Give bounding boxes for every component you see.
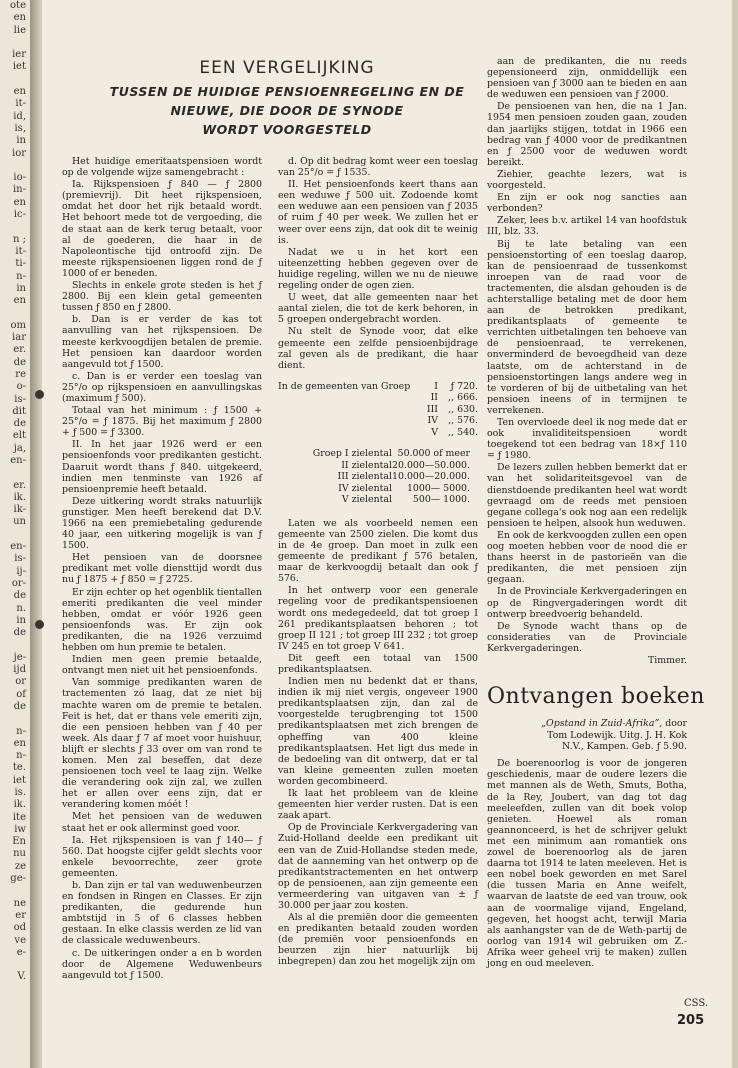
paragraph: U weet, dat alle gemeenten naar het aantal zielen, die tot de kerk behoren, in 5 groepen ondergebracht worden.: [278, 292, 478, 326]
table-intro: In de gemeenten van Groep: [278, 380, 411, 392]
contribution-row: [278, 392, 478, 404]
prev-page-fragment: or-: [11, 577, 26, 589]
prev-page-fragment: lie: [13, 24, 26, 36]
subtitle-line: WORDT VOORGESTELD: [202, 122, 372, 137]
prev-page-fragment: [0, 529, 30, 541]
book-info: N.V., Kampen. Geb. ƒ 5.90.: [562, 741, 687, 753]
prev-page-fragment: ik.: [13, 491, 26, 503]
book-review: [487, 718, 687, 970]
prev-page-fragment: en-: [10, 541, 26, 553]
prev-page-fragment: de: [13, 627, 26, 639]
paragraph: Ten overvloede deel ik nog mede dat er ook invaliditeitspensioen wordt toegekend tot een bedrag van 18×ƒ 110 = ƒ 1980.: [487, 417, 687, 462]
prev-page-fragment: iet: [12, 61, 26, 73]
prev-page-fragment: id,: [13, 110, 26, 122]
prev-page-fragment: n.: [16, 602, 26, 614]
zielental-row: [302, 460, 478, 472]
group-label: III: [426, 403, 438, 415]
prev-page-fragment: en: [13, 12, 26, 24]
prev-page-fragment: ja,: [13, 442, 26, 454]
paragraph: II. In het jaar 1926 werd er een pensioenfonds voor predikanten gesticht. Daaruit wordt thans ƒ 840. uitgekeerd, indien men tenminste van 1926 af pensioenpremie heeft betaald.: [62, 439, 262, 495]
paragraph: Van sommige predikanten waren de tractementen zó laag, dat ze niet bij machte waren om de premie te betalen. Feit is het, dat er thans vele emeriti zijn, die een pensioen hebben van ƒ 40 per week. Als daar ƒ 7 af moet voor huishuur, blijft er slechts ƒ 33 over om van rond te komen. Men zal beseffen, dat deze pensioenen toch veel te laag zijn. Welke die verandering ook zijn zal, we zullen het er allen over eens zijn, dat er verandering komen móét !: [62, 677, 262, 811]
prev-page-fragment: re: [15, 368, 26, 380]
zielental-row: [302, 494, 478, 506]
prev-page-fragment: ior: [12, 147, 26, 159]
prev-page-fragment: En: [12, 836, 26, 848]
prev-page-fragment: ti-: [15, 258, 26, 270]
paragraph: De pensioenen van hen, die na 1 Jan. 1954 men pensioen zouden gaan, zouden dan jaarlijks stijgen, totdat in 1966 een bedrag van ƒ 4000 voor de predikantnen en ƒ 2500 voor de weduwen wordt bereikt.: [487, 101, 687, 168]
paragraph: Deze uitkering wordt straks natuurlijk gunstiger. Men heeft berekend dat D.V. 1966 na een premiebetaling gedurende 40 jaar, een uitkering mogelijk is van ƒ 1500.: [62, 495, 262, 552]
group-amount: ƒ 720.: [450, 380, 478, 392]
book-gutter: [30, 0, 42, 1068]
paragraph: Totaal van het minimum : ƒ 1500 + 25°/o = ƒ 1875. Bij het maximum ƒ 2800 + ƒ 500 = ƒ 3300.: [62, 405, 262, 439]
prev-page-fragment: or: [15, 676, 26, 688]
group-label: V: [431, 426, 438, 438]
paragraph: Met het pensioen van de weduwen staat het er ook allerminst goed voor.: [62, 811, 262, 834]
paragraph: Ia. Het rijkspensioen is van ƒ 140— ƒ 560. Dat hoogste cijfer geldt slechts voor enkele bevoorrechte, zeer grote gemeenten.: [62, 834, 262, 879]
paragraph: Ia. Rijkspensioen ƒ 840 — ƒ 2800 (premievrij). Dit heet rijkspensioen, omdat het door het rijk betaald wordt. Het behoort mede tot de vergoeding, die de staat aan de kerk terug betaalt, voor al de goederen, die haar in de Napoleontische tijd ontroofd zijn. De meeste rijkspensioenen liggen rond de ƒ 1000 of er beneden.: [62, 179, 262, 279]
prev-page-fragment: it-: [15, 245, 26, 257]
prev-page-fragment: [0, 74, 30, 86]
paragraph: Zeker, lees b.v. artikel 14 van hoofdstuk III, blz. 33.: [487, 215, 687, 238]
book-by: door: [665, 718, 687, 729]
binding-hole: [35, 390, 44, 399]
prev-page-fragment: te.: [12, 762, 26, 774]
prev-page-fragment: o-: [16, 381, 26, 393]
paragraph: c. Dan is er verder een toeslag van 25°/o op rijkspensioen en aanvullingskas (maximum ƒ 500).: [62, 370, 262, 404]
book-info: Tom Lodewijk. Uitg. J. H. Kok: [547, 730, 687, 742]
prev-page-fragment: iar: [12, 332, 26, 344]
paragraph: In het ontwerp voor een generale regeling voor de predikantspensioenen wordt ons medegedeeld, dat tot groep I 261 predikantsplaatsen behoren ; tot groep II 121 ; tot groep III 232 ; tot groep IV 245 en tot groep V 641.: [278, 585, 478, 652]
prev-page-fragment: e-: [16, 946, 26, 958]
paragraph: Het pensioen van de doorsnee predikant met volle diensttijd wordt dus nu ƒ 1875 + ƒ 850 = ƒ 2725.: [62, 552, 262, 586]
prev-page-fragment: en: [13, 737, 26, 749]
subtitle-line: TUSSEN DE HUIDIGE PENSIOENREGELING EN DE: [109, 84, 465, 99]
prev-page-fragment: ij-: [16, 565, 26, 577]
contribution-row: [278, 404, 478, 416]
prev-page-fragment: er.: [13, 479, 26, 491]
prev-page-fragment: elt: [12, 430, 26, 442]
paragraph: Ik laat het probleem van de kleine gemeenten hier verder rusten. Dat is een zaak apart.: [278, 788, 478, 822]
book-citation: [487, 718, 687, 729]
prev-page-fragment: [0, 639, 30, 651]
prev-page-fragment: od: [13, 922, 26, 934]
zielental-label: IV zielental: [338, 482, 392, 494]
column-2-bottom: [278, 518, 478, 968]
prev-page-fragment: V.: [17, 971, 26, 983]
zielental-range: 500— 1000.: [412, 494, 470, 506]
paragraph: Nu stelt de Synode voor, dat elke gemeente een zelfde pensioenbijdrage zal geven als de predikant, die haar dient.: [278, 326, 478, 371]
prev-page-fragment: in: [16, 282, 26, 294]
paragraph: b. Dan zijn er tal van weduwenbeurzen en fondsen in Ringen en Classes. Er zijn predikanten, die gedurende hun ambtstijd in 5 of 6 classes hebben gestaan. In elke classis werden ze lid van de classicale weduwenbeurs.: [62, 880, 262, 947]
zielental-range: 20.000—50.000.: [392, 459, 470, 471]
prev-page-fragment: iw: [14, 823, 26, 835]
paragraph: d. Op dit bedrag komt weer een toeslag van 25°/o = ƒ 1535.: [278, 156, 478, 179]
prev-page-fragment: n-: [16, 270, 26, 282]
prev-page-fragment: ijd: [13, 664, 26, 676]
prev-page-fragment: [0, 307, 30, 319]
binding-hole: [35, 620, 44, 629]
article-subtitle: [82, 82, 492, 139]
prev-page-fragment: ik-: [13, 504, 26, 516]
page: [42, 0, 732, 1068]
prev-page-fragment: de: [13, 356, 26, 368]
prev-page-fragment: iet: [12, 774, 26, 786]
zielental-label: III zielental: [337, 471, 392, 483]
prev-page-fragment: de: [13, 700, 26, 712]
zielental-range: 1000— 5000.: [406, 482, 470, 494]
prev-page-fragment: in: [16, 135, 26, 147]
zielental-range: 50.000 of meer: [397, 448, 470, 460]
prev-page-fragment: ier: [12, 49, 26, 61]
prev-page-fragment: om: [10, 319, 26, 331]
prev-page-fragment: is,: [14, 122, 26, 134]
prev-page-fragment: [0, 467, 30, 479]
paragraph: In de Provinciale Kerkvergaderingen en op de Ringvergaderingen wordt dit ontwerp breedvoerig behandeld.: [487, 586, 687, 620]
paragraph: Indien men geen premie betaalde, ontvangt men niet uit het pensioenfonds.: [62, 654, 262, 677]
zielental-label: II zielental: [341, 459, 392, 471]
paragraph: c. De uitkeringen onder a en b worden door de Algemene Weduwenbeurs aangevuld tot ƒ 1500.: [62, 947, 262, 981]
group-amount: ,, 576.: [448, 415, 478, 427]
paragraph: II. Het pensioenfonds keert thans aan een weduwe ƒ 500 uit. Zodoende komt een weduwe aan een pensioen van ƒ 2035 of ruim ƒ 40 per week. We zullen het er weer over eens zijn, dat ook dit te weinig is.: [278, 179, 478, 246]
paragraph: Nadat we u in het kort een uiteenzetting hebben gegeven over de huidige regeling, willen we nu de nieuwe regeling onder de ogen zien.: [278, 246, 478, 292]
group-label: I: [434, 380, 438, 392]
prev-page-fragment: it-: [15, 98, 26, 110]
group-label: II: [430, 392, 438, 404]
column-3-text: [487, 56, 687, 654]
zielental-row: [302, 448, 478, 460]
contribution-row: [278, 427, 478, 439]
prev-page-fragment: in: [16, 614, 26, 626]
prev-page-fragment: ze: [14, 860, 26, 872]
prev-page-fragment: is-: [14, 393, 26, 405]
prev-page-fragment: [0, 713, 30, 725]
prev-page-fragment: ik.: [13, 799, 26, 811]
paragraph: Ziehier, geachte lezers, wat is voorgesteld.: [487, 168, 687, 192]
paragraph: Op de Provinciale Kerkvergadering van Zuid-Holland deelde een predikant uit een van de Zuid-Hollandse steden mede, dat de aanneming van het ontwerp op de predikantstractementen en het ontwerp op de pensioenen, aan zijn gemeente een vermeerdering van uitgaven van ± ƒ 30.000 per jaar zou kosten.: [278, 822, 478, 911]
prev-page-fragment: de: [13, 418, 26, 430]
previous-page-edge: [0, 0, 31, 1068]
prev-page-fragment: en: [13, 196, 26, 208]
paragraph: Als al die premiën door die gemeenten en predikanten betaald zouden worden (de premiën voor pensioenfonds en beurzen zijn hier natuurlijk bij inbegrepen) dan zou het mogelijk zijn om: [278, 912, 478, 968]
prev-page-fragment: en: [13, 86, 26, 98]
prev-page-fragment: ne: [13, 897, 26, 909]
prev-page-fragment: of: [16, 688, 26, 700]
prev-page-fragment: is.: [14, 787, 26, 798]
prev-page-fragment: en-: [10, 454, 26, 466]
prev-page-fragment: dit: [12, 405, 26, 417]
contribution-row: [278, 381, 478, 393]
paragraph: aan de predikanten, die nu reeds gepensioneerd zijn, onmiddellijk een pensioen van ƒ 3000 aan te bieden en aan de weduwen een pensioen van ƒ 2000.: [487, 56, 687, 101]
article-title: EEN VERGELIJKING: [199, 58, 375, 78]
contribution-table: [278, 381, 478, 439]
review-text: De boerenoorlog is voor de jongeren geschiedenis, maar de oudere lezers die met mannen als de Weth, Smuts, Botha, de la Rey, Joubert, van dag tot dag meeleefden, zullen van dit boek volop genieten. Hoewel als roman geannonceerd, is het de schrijver gelukt met een minimum aan romantiek ons zowel de boerenoorlog als de jaren daarna tot 1914 te laten meeleven. Het is een nobel boek geworden en met Sarel (die tussen Maria en Anne weifelt, waarvan de laatste de eed van trouw, ook aan de voormalige vijand, Engeland, gegeven, het hoogst acht, terwijl Maria als aanhangster van de de Weth-partij de oorlog van 1914 wil gebruiken om Z.-Afrika weer geheel vrij te maken) zullen jong en oud meeleven.: [487, 758, 687, 969]
signature: Timmer.: [647, 654, 687, 666]
prev-page-fragment: io-: [13, 172, 26, 184]
zielental-row: [302, 471, 478, 483]
column-2-top: [278, 156, 478, 371]
prev-page-fragment: un: [13, 516, 26, 528]
prev-page-fragment: ve: [14, 934, 26, 946]
paragraph: Slechts in enkele grote steden is het ƒ 2800. Bij een klein getal gemeenten tussen ƒ 850 en ƒ 2800.: [62, 280, 262, 314]
prev-page-fragment: [0, 160, 30, 172]
column-1: [62, 156, 262, 986]
paragraph: En ook de kerkvoogden zullen een open oog moeten hebben voor de nood die er thans heerst in de pastorieën van die predikanten, die met pensioen zijn gegaan.: [487, 529, 687, 586]
books-heading: Ontvangen boeken: [487, 684, 705, 709]
prev-page-fragment: [0, 37, 30, 49]
prev-page-fragment: [0, 885, 30, 897]
prev-page-fragment: de: [13, 590, 26, 602]
paragraph: De lezers zullen hebben bemerkt dat er van het solidariteitsgevoel van de dienstdoende predikanten heel wat wordt gevraagd om de reeds met pensioen gegane collega's ook nog aan een redelijk pensioen te helpen, alsook hun weduwen.: [487, 462, 687, 529]
prev-page-fragment: [0, 959, 30, 971]
prev-page-fragment: ite: [12, 811, 26, 823]
prev-page-fragment: ic-: [13, 209, 26, 221]
paragraph: Laten we als voorbeeld nemen een gemeente van 2500 zielen. Die komt dus in de 4e groep. Dan moet in zulk een gemeente de predikant ƒ 576 betalen, maar de kerkvoogdij betaalt dan ook ƒ 576.: [278, 517, 478, 585]
paragraph: Het huidige emeritaatspensioen wordt op de volgende wijze samengebracht :: [62, 156, 262, 179]
group-label: IV: [427, 415, 438, 427]
prev-page-fragment: ote: [10, 0, 26, 11]
zielental-range: 10.000—20.000.: [392, 471, 470, 483]
prev-page-fragment: n-: [16, 725, 26, 737]
subtitle-line: NIEUWE, DIE DOOR DE SYNODE: [170, 103, 404, 118]
prev-page-fragment: [0, 221, 30, 233]
paragraph: Dit geeft een totaal van 1500 predikantsplaatsen.: [278, 652, 478, 675]
prev-page-fragment: en: [13, 295, 26, 307]
prev-page-fragment: er: [15, 909, 26, 921]
paragraph: Bij te late betaling van een pensioenstorting of een toeslag daarop, kan de pensioenraad de tussenkomst inroepen van de raad voor de tractementen, die alsdan gehouden is de achterstallige betaling met de door hem aan de betrokken predikant, predikantsplaats of gemeente te verrichten uitbetalingen ten behoeve van de pensioenraad, te verrekenen, onverminderd de bevoegdheid van deze laatste, om de achterstand in de pensioenstortingen langs andere weg in te vorderen of bij de uitbetaling van het pensioen ineens of in termijnen te verrekenen.: [487, 238, 687, 416]
zielental-label: Groep I zielental: [312, 448, 392, 460]
book-title: „Opstand in Zuid-Afrika”,: [541, 718, 663, 729]
group-amount: ,, 540.: [448, 426, 478, 438]
group-amount: ,, 630.: [448, 403, 478, 415]
paragraph: Er zijn echter op het ogenblik tientallen emeriti predikanten die veel minder hebben, omdat er vóór 1926 geen pensioenfonds was. Er zijn ook predikanten, die na 1926 verzuimd hebben om hun premie te betalen.: [62, 586, 262, 654]
prev-page-fragment: je-: [13, 651, 26, 663]
prev-page-fragment: n-: [16, 750, 26, 762]
prev-page-fragment: is-: [14, 553, 26, 565]
paragraph: b. Dan is er verder de kas tot aanvulling van het rijkspensioen. De meeste kerkvoogdijen betalen de premie. Het pensioen kan daardoor worden aangevuld tot ƒ 1500.: [62, 314, 262, 370]
page-number: 205: [677, 1013, 705, 1028]
group-amount: ,, 666.: [448, 392, 478, 404]
zielental-table: [302, 448, 478, 506]
prev-page-fragment: n ;: [13, 233, 26, 245]
column-2: [278, 156, 478, 1036]
reviewer-initials: CSS.: [684, 998, 708, 1009]
contribution-row: [278, 415, 478, 427]
prev-page-fragment: nu: [13, 848, 26, 860]
column-3: [487, 56, 687, 676]
paragraph: Indien men nu bedenkt dat er thans, indien ik mij niet vergis, ongeveer 1900 predikantsplaatsen zijn, dan zal de voorgestelde terugbrenging tot 1500 predikantsplaatsen met zich brengen de opheffing van 400 kleine predikantsplaatsen. Het ligt dus mede in de bedoeling van dit ontwerp, dat er tal van kleine gemeenten zullen moeten worden gecombineerd.: [278, 676, 478, 787]
zielental-row: [302, 483, 478, 495]
prev-page-fragment: ge-: [10, 873, 26, 885]
paragraph: De Synode wacht thans op de consideraties van de Provinciale Kerkvergaderingen.: [487, 620, 687, 654]
prev-page-fragment: in-: [12, 184, 26, 196]
paragraph: En zijn er ook nog sancties aan verbonden?: [487, 192, 687, 215]
zielental-label: V zielental: [341, 494, 392, 506]
prev-page-fragment: er.: [13, 344, 26, 356]
